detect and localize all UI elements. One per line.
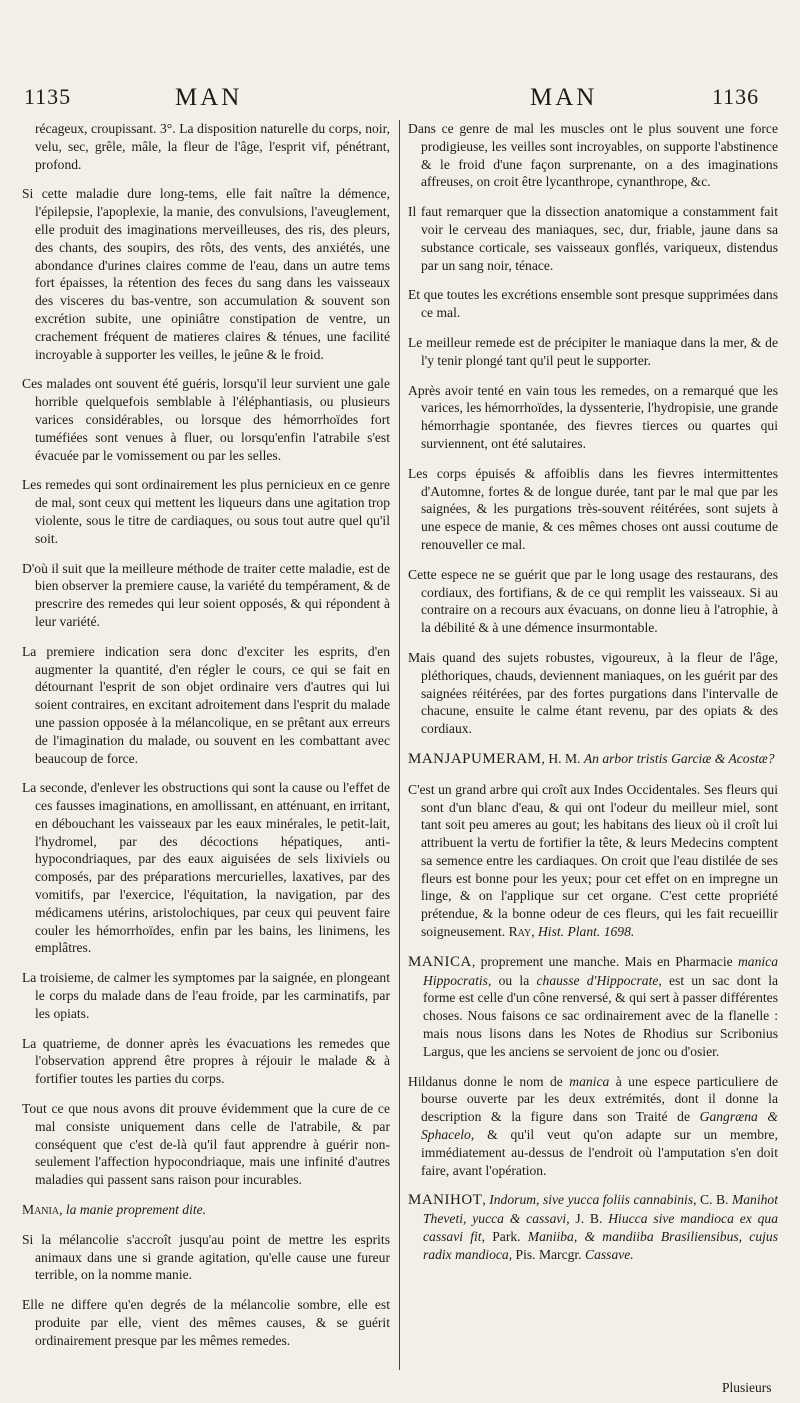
entry-headword: MANJAPUMERAM [408,750,542,767]
paragraph: Si la mélancolie s'accroît jusqu'au point de mettre les esprits animaux dans une si grande agitation, qu'elle cause une fureur terrible, on la nomme manie. [22,1231,390,1283]
entry-text: C'est un grand arbre qui croît aux Indes Occidentales. Ses fleurs qui sont d'un blanc d'eau, & qui ont l'odeur du meilleur miel, sont tant soit peu ameres au gout; les habitans des lieux où il croît lui attribuent la vertu de fortifier la tête, & leurs Medecins comptent sa semence entre les cardiaques. On croit que l'eau distilée de ses fleurs est bonne pour les yeux; pour cet effet on en impregne un linge, & on l'applique sur cet organe. C'est cette propriété prétendue, & la bonne odeur de ces fleurs, qui les fait recueillir soigneusement. [408,781,778,940]
entry-italic: chausse d'Hippocrate [536,972,659,988]
entry-italic: Gangræna & Sphacelo [421,1109,778,1143]
entry-manjapumeram [408,750,778,769]
entry-reference-source: Hist. Plant. 1698. [537,924,635,940]
entry-italic: manica Hippocratis [423,953,778,988]
entry-italic: manica [569,1073,610,1089]
running-head-right: MAN [530,84,598,111]
entry-manica [408,953,778,1061]
paragraph: Si cette maladie dure long-tems, elle fait naître la démence, l'épilepsie, l'apoplexie, la manie, des convulsions, l'aveuglement, elle produit des imaginations merveilleuses, des ris, des pleurs, des chants, des soupirs, des rôts, des vents, des anxiétés, une abondance d'urines claires comme de l'eau, dans un autre tems fort épaisses, la rétention des feces du sang dans les vaisseaux des visceres du bas-ventre, son accumulation & souvent son excrétion subite, une opiniâtre constipation de ventre, un crachement fréquent de matieres claires & ténues, une facilité incroyable à supporter les veilles, le jeûne & le froid. [22,186,390,362]
paragraph: récageux, croupissant. 3°. La disposition naturelle du corps, noir, velu, sec, grêle, mâle, la fleur de l'âge, l'esprit vif, pénétrant, profond. [35,121,390,172]
entry-text: à une espece particuliere de bourse ouverte par les deux extrémités, dont il donne la description & la figure dans son Traité de [421,1073,778,1125]
paragraph: Après avoir tenté en vain tous les remedes, on a remarqué que les varices, les hémorrhoïdes, la dyssenterie, l'hydropisie, une grande hémorrhagie spontanée, des fievres tierces ou quartes qui surviennent, ont été salutaires. [408,382,778,451]
paragraph: Tout ce que nous avons dit prouve évidemment que la cure de ce mal consiste uniquement dans celle de l'atrabile, & par conséquent que c'est de-là qu'il faut apprendre à guérir non-seulement l'affection hypocondriaque, mais une infinité d'autres maladies qui passent sans raison pour incurables. [22,1101,390,1188]
entry-text: , est un sac dont la forme est celle d'un cône renversé, & qui sert à passer différentes choses. Nous faisons ce sac ordinairement avec de la flanelle : mais nous lisons dans les Notes de Rhodius sur Scribonius Largus, que les anciens se servoient de jonc ou d'osier. [423,972,778,1059]
entry-italic: Manihot Theveti, yucca & cassavi [423,1192,778,1227]
entry-italic: Cassave. [585,1246,634,1262]
left-column [22,120,390,1370]
entry-reference-author: Ray [508,924,532,940]
paragraph: La troisieme, de calmer les symptomes par la saignée, en plongeant le corps du malade dans de l'eau froide, par les carminatifs, par les opiats. [22,970,390,1021]
running-header [0,84,800,114]
column-divider [399,120,400,1370]
entry-text: , C. B. [693,1192,732,1208]
paragraph: Les corps épuisés & affoiblis dans les fievres intermittentes d'Automne, fortes & de longue durée, tant par le mal que par les saignées, & les purgations très-souvent réitérées, sont sujets à une espece de manie, & ces mêmes choses ont aussi coutume de renouveller ce mal. [408,465,778,552]
paragraph: D'où il suit que la meilleure méthode de traiter cette maladie, est de bien observer la premiere cause, la variété du tempérament, & de prescrire des remedes qui leur soient opposés, & qui répondent à leur variété. [22,560,390,629]
entry-text: , proprement une manche. Mais en Pharmacie [471,953,738,969]
paragraph: Les remedes qui sont ordinairement les plus pernicieux en ce genre de mal, sont ceux qui mettent les liqueurs dans une agitation trop violente, sous le titre de cardiaques, ou sous tout autre quel qu'il soit. [22,477,390,546]
running-head-left: MAN [175,84,243,111]
paragraph: La quatrieme, de donner après les évacuations les remedes que l'observation apprend être propres à réjouir le malade & à fortifier toutes les parties du corps. [22,1035,390,1087]
paragraph: Cette espece ne se guérit que par le long usage des restaurans, des cordiaux, des fortifians, & de ce qui remplit les vaisseaux. Si au contraire on a recours aux évacuans, on donne lieu à l'atrophie, à la débilité & à une démence insurmontable. [408,566,778,636]
entry-manihot: MANIHOT, Indorum, sive yucca foliis cannabinis, C. B. Manihot Theveti, yucca & cassavi, J. B. Hiucca sive mandioca ex qua cassavi fit, Park. Maniiba, & mandiiba Brasiliensibus, cujus radix mandioca, Pis. Marcgr. Cassave. [408,1192,778,1262]
paragraph: Et que toutes les excrétions ensemble sont presque supprimées dans ce mal. [408,287,778,321]
entry-text: , & qu'il veut qu'on adapte sur un membre, immédiatement au-dessus de l'endroit où l'amputation s'en doit faire, avant l'opération. [421,1127,778,1178]
entry-headword: MANIHOT [408,1192,483,1209]
right-column [408,120,778,1370]
entry-text: , Park. [481,1229,528,1245]
entry-italic: Maniiba, & mandiiba Brasiliensibus, cujus radix mandioca [423,1229,778,1262]
entry-text: , J. B. [566,1211,609,1227]
entry-latin: An arbor tristis Garciæ & Acostæ? [583,750,775,766]
entry-text: , Pis. Marcgr. [508,1246,585,1262]
paragraph: La premiere indication sera donc d'exciter les esprits, d'en augmenter la quantité, d'en régler le cours, ce qui se fait en détournant l'esprit de son objet ordinaire vers d'autres qui lui soient contraires, en excitant adroitement dans l'esprit du malade une passion opposée à la mélancolique, en se prêtant aux erreurs de l'imagination du malade, ou souvent en les combattant avec beaucoup de force. [22,643,390,766]
subheading [22,1201,390,1219]
page-number-right: 1136 [712,84,760,109]
page-number-left: 1135 [24,84,72,109]
entry-body: C'est un grand arbre qui croît aux Indes Occidentales. Ses fleurs qui sont d'un blanc d'eau, & qui ont l'odeur du meilleur miel, sont tant soit peu ameres au gout; les habitans des lieux où il croît lui attribuent la vertu de fortifier la tête, & leurs Medecins comptent sa semence entre les cardiaques. On croit que l'eau distilée de ses fleurs est bonne pour les yeux; pour cet effet on en impregne un linge, & on l'applique sur cet organe. C'est cette propriété prétendue, & la bonne odeur de ces fleurs, qui les fait recueillir soigneusement. Ray, Hist. Plant. 1698. [408,781,778,940]
entry-text: Hildanus donne le nom de [408,1073,570,1089]
paragraph: Le meilleur remede est de précipiter le maniaque dans la mer, & de l'y tenir plongé tant qu'il peut le supporter. [408,334,778,368]
paragraph: Ces malades ont souvent été guéris, lorsqu'il leur survient une gale horrible quelquefois semblable à l'éléphantiasis, ou plusieurs varices considérables, ou lorsque des hémorrhoïdes fort tuméfiées sont venues à fluer, ou lorsqu'enfin l'atrabile s'est évacuée par le vomissement ou par les selles. [22,376,390,463]
entry-italic: Hiucca sive mandioca ex qua cassavi fit [423,1211,778,1245]
entry-italic: Indorum, sive yucca foliis cannabinis [489,1192,694,1208]
subheading-text: , la manie proprement dite. [59,1202,207,1218]
paragraph: Il faut remarquer que la dissection anatomique a constamment fait voir le cerveau des maniaques, sec, dur, friable, jaune dans sa substance corticale, ses vaisseaux gonflés, variqueux, distendus par un sang noir, ténace. [408,204,778,273]
entry-headword: MANICA [408,953,472,970]
paragraph: Dans ce genre de mal les muscles ont le plus souvent une force prodigieuse, les veilles sont incroyables, on supporte l'abstinence & le froid d'une façon surprenante, on a des imaginations affreuses, on croit être lycanthrope, cynanthrope, &c. [408,121,778,190]
entry-abbrev: , H. M. [541,750,584,766]
entry-text: , ou la [487,972,537,988]
paragraph: Mais quand des sujets robustes, vigoureux, à la fleur de l'âge, pléthoriques, chauds, deviennent maniaques, on les guérit par des saignées réitérées, par des fortes purgations dans l'intervalle de chacune, ensuite le calme étant revenu, par des opiats & des cordiaux. [408,649,778,737]
paragraph: La seconde, d'enlever les obstructions qui sont la cause ou l'effet de ces fausses imaginations, en amollissant, en atténuant, en irritant, en débouchant les vaisseaux par les eaux minérales, le petit-lait, l'hydromel, par des décoctions hépatiques, anti-hypocondriaques, par des eaux aiguisées de sels lixiviels ou composés, par des préparations mercurielles, laxatives, par des vomitifs, par l'exercice, l'équitation, la navigation, par des médicamens utérins, aristolochiques, par ceux qui peuvent faire couler les hémorrhoïdes, enfin par les bains, les linimens, les emplâtres. [22,780,390,956]
catchword: Plusieurs [722,1380,772,1395]
subheading-term: Mania [22,1202,60,1218]
paragraph: Elle ne differe qu'en degrés de la mélancolie sombre, elle est produite par elle, vient des mêmes causes, & se guérit ordinairement presque par les mêmes remedes. [22,1297,390,1348]
paragraph [408,1073,778,1180]
